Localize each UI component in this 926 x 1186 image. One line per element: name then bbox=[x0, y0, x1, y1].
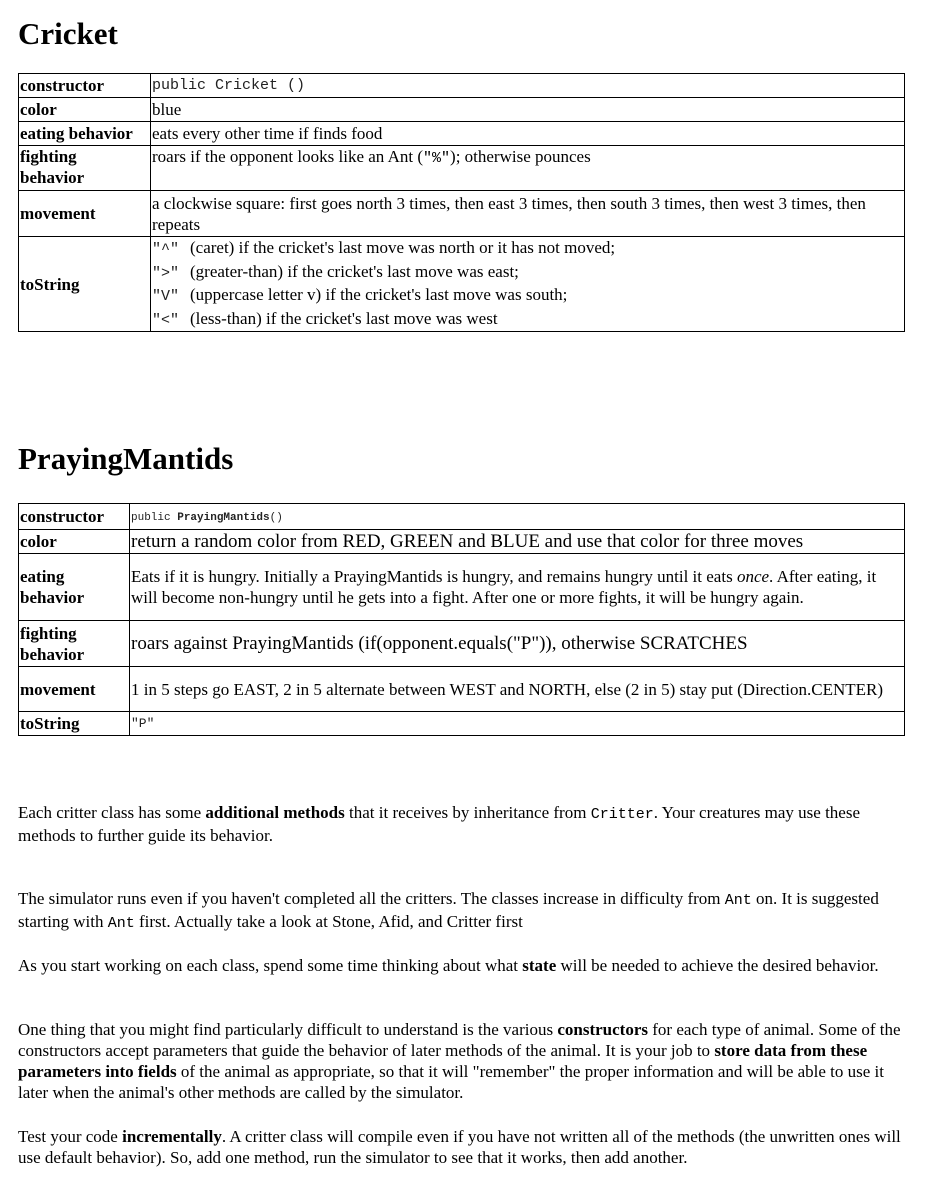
text: As you start working on each class, spend some time thinking about what bbox=[18, 956, 523, 975]
row-label: color bbox=[19, 530, 130, 554]
table-row bbox=[19, 712, 905, 736]
value-code: public bbox=[131, 512, 178, 524]
inline-code: Ant bbox=[724, 892, 752, 909]
row-value: blue bbox=[151, 98, 905, 122]
text: One thing that you might find particularly difficult to understand is the various bbox=[18, 1020, 558, 1039]
inline-code: Ant bbox=[107, 915, 135, 932]
table-row bbox=[19, 122, 905, 146]
tostring-line bbox=[152, 261, 903, 285]
text: first. Actually take a look at Stone, Afid, and Critter first bbox=[134, 912, 523, 931]
row-label: toString bbox=[19, 237, 151, 332]
inline-code: Critter bbox=[590, 806, 654, 823]
text: Each critter class has some bbox=[18, 803, 206, 822]
row-label bbox=[19, 621, 130, 667]
bold-text: constructors bbox=[557, 1020, 648, 1039]
row-value bbox=[151, 146, 905, 191]
value-text: ); otherwise pounces bbox=[450, 147, 591, 166]
tostring-line bbox=[152, 308, 903, 332]
text: for each type of animal. Some of the constructors accept parameters that guide the behavior of later methods of the animal. It is your job to bbox=[18, 1020, 901, 1060]
value-italic: once bbox=[736, 567, 770, 586]
table-row bbox=[19, 237, 905, 332]
value-text: . After eating, it will become non-hungry until he gets into a fight. After one or more fights, it will be hungry again. bbox=[131, 567, 877, 607]
row-label bbox=[19, 146, 151, 191]
row-label: movement bbox=[19, 667, 130, 712]
row-label: constructor bbox=[19, 504, 130, 530]
value-code-bold: PrayingMantids bbox=[177, 512, 270, 524]
row-value bbox=[151, 237, 905, 332]
row-value: roars against PrayingMantids (if(opponent.equals("P")), otherwise SCRATCHES bbox=[130, 621, 905, 667]
row-value: a clockwise square: first goes north 3 times, then east 3 times, then south 3 times, then west 3 times, then repeats bbox=[151, 191, 905, 237]
row-label: constructor bbox=[19, 74, 151, 98]
table-row bbox=[19, 530, 905, 554]
label-line: behavior bbox=[20, 588, 85, 607]
text: . A critter class will compile even if you have not written all of the methods (the unwritten ones will use default behavior). So, add one method, run the simulator to see that it works, then add another. bbox=[18, 1127, 901, 1167]
label-line: behavior bbox=[20, 168, 85, 187]
text: will be needed to achieve the desired behavior. bbox=[556, 956, 879, 975]
paragraph-simulator bbox=[18, 888, 908, 934]
label-line: fighting bbox=[20, 623, 77, 643]
table-row bbox=[19, 667, 905, 712]
table-row bbox=[19, 621, 905, 667]
label-line: eating bbox=[20, 567, 65, 586]
row-label: toString bbox=[19, 712, 130, 736]
row-label: color bbox=[19, 98, 151, 122]
text: on. It is suggested starting with bbox=[18, 889, 879, 931]
tostring-text: (greater-than) if the cricket's last move was east; bbox=[190, 261, 519, 281]
table-row bbox=[19, 191, 905, 237]
row-value: 1 in 5 steps go EAST, 2 in 5 alternate between WEST and NORTH, else (2 in 5) stay put (Direction.CENTER) bbox=[130, 667, 905, 712]
paragraph-additional-methods bbox=[18, 802, 908, 846]
table-row bbox=[19, 98, 905, 122]
tostring-symbol: "<" bbox=[152, 311, 180, 329]
row-label bbox=[19, 554, 130, 621]
value-code: "%" bbox=[423, 150, 451, 167]
cricket-heading: Cricket bbox=[18, 16, 118, 51]
value-text: roars if the opponent looks like an Ant ( bbox=[152, 147, 424, 166]
mantids-spec-table bbox=[18, 503, 905, 736]
tostring-line bbox=[152, 237, 903, 261]
row-label: eating behavior bbox=[19, 122, 151, 146]
tostring-symbol: "^" bbox=[152, 241, 180, 258]
value-code: () bbox=[269, 512, 283, 524]
row-label: movement bbox=[19, 191, 151, 237]
mantids-heading: PrayingMantids bbox=[18, 441, 234, 476]
text: Test your code bbox=[18, 1127, 123, 1146]
text: The simulator runs even if you haven't completed all the critters. The classes increase in difficulty from bbox=[18, 889, 725, 908]
tostring-line bbox=[152, 284, 903, 308]
row-value: return a random color from RED, GREEN and BLUE and use that color for three moves bbox=[130, 530, 905, 554]
label-line: fighting bbox=[20, 147, 77, 166]
paragraph-state bbox=[18, 955, 908, 976]
bold-text: additional methods bbox=[205, 803, 345, 822]
table-row bbox=[19, 504, 905, 530]
text: of the animal as appropriate, so that it will "remember" the proper information and will be able to use it later when the animal's other methods are called by the simulator. bbox=[18, 1062, 885, 1102]
row-value bbox=[130, 504, 905, 530]
row-value bbox=[130, 554, 905, 621]
bold-text: incrementally bbox=[122, 1127, 222, 1146]
label-line: behavior bbox=[20, 644, 85, 664]
table-row bbox=[19, 146, 905, 191]
table-row bbox=[19, 74, 905, 98]
row-value: public Cricket () bbox=[151, 74, 905, 98]
tostring-symbol: "V" bbox=[152, 288, 180, 305]
bold-text: store data from these parameters into fields bbox=[18, 1041, 868, 1081]
text: . Your creatures may use these methods to further guide its behavior. bbox=[18, 803, 861, 845]
table-row bbox=[19, 554, 905, 621]
cricket-spec-table bbox=[18, 73, 905, 332]
tostring-text: (caret) if the cricket's last move was north or it has not moved; bbox=[190, 238, 616, 257]
value-text: Eats if it is hungry. Initially a PrayingMantids is hungry, and remains hungry until it eats bbox=[131, 567, 737, 586]
tostring-symbol: ">" bbox=[152, 264, 180, 282]
paragraph-incremental bbox=[18, 1126, 908, 1168]
row-value: "P" bbox=[130, 712, 905, 736]
row-value: eats every other time if finds food bbox=[151, 122, 905, 146]
tostring-text: (less-than) if the cricket's last move was west bbox=[190, 308, 498, 328]
text: that it receives by inheritance from bbox=[344, 803, 591, 822]
paragraph-constructors bbox=[18, 1019, 908, 1103]
tostring-text: (uppercase letter v) if the cricket's last move was south; bbox=[190, 285, 568, 304]
bold-text: state bbox=[522, 956, 557, 975]
